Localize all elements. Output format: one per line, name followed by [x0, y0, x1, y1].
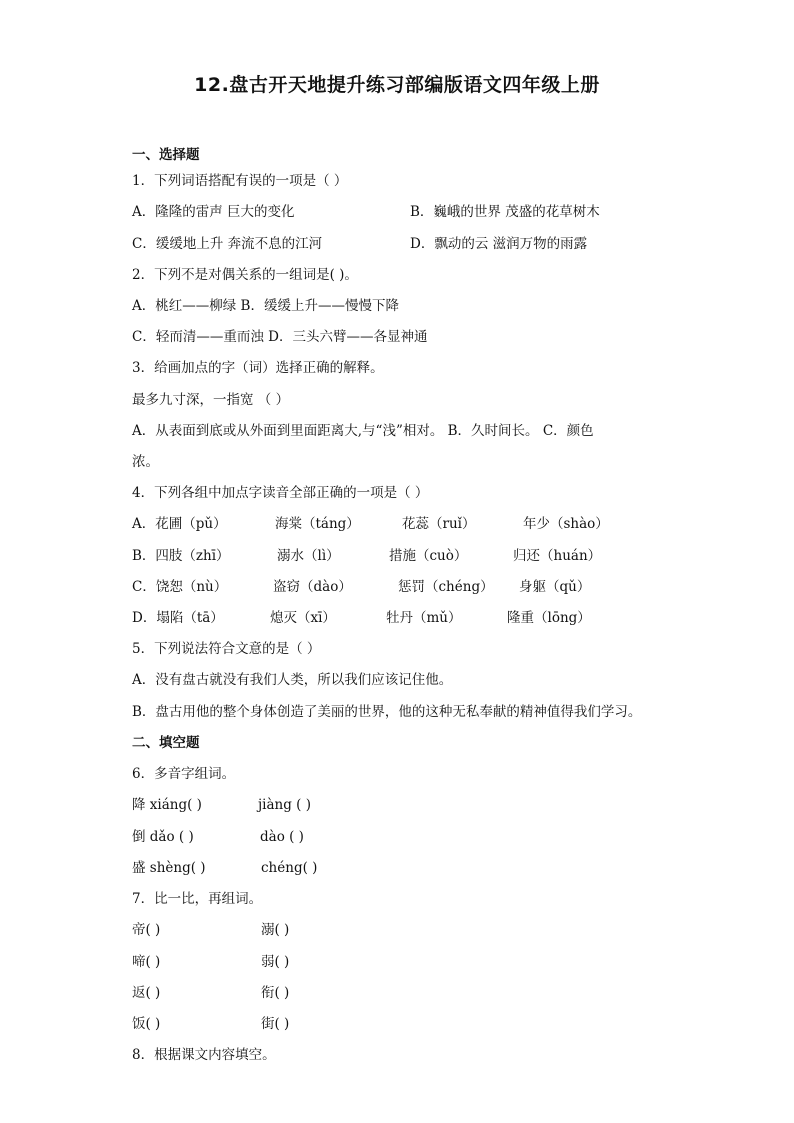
option-cell: 牡丹（mǔ）	[386, 610, 462, 626]
question-6-stem: 6．多音字组词。	[132, 766, 236, 782]
question-7-row	[132, 921, 532, 939]
question-7-stem: 7．比一比，再组词。	[132, 891, 263, 907]
question-6-row	[132, 828, 532, 846]
question-3-sentence: 最多九寸深，一指宽 （ ）	[132, 392, 290, 408]
blank-cell: 倒 dǎo ( )	[132, 829, 194, 845]
option-cell: 身躯（qǔ）	[519, 579, 591, 595]
page-title: 12.盘古开天地提升练习部编版语文四年级上册	[194, 74, 600, 96]
question-1-option-a: A．隆隆的雷声 巨大的变化	[132, 204, 295, 220]
option-cell: C．饶恕（nù）	[132, 579, 228, 595]
blank-cell: 溺( )	[261, 922, 290, 938]
question-7-row	[132, 953, 532, 971]
section-heading-choice: 一、选择题	[132, 147, 200, 163]
blank-cell: jiàng ( )	[258, 797, 312, 813]
question-4-stem: 4．下列各组中加点字读音全部正确的一项是（ ）	[132, 485, 429, 501]
blank-cell: 盛 shèng( )	[132, 860, 206, 876]
question-1-option-b: B．巍峨的世界 茂盛的花草树木	[410, 204, 600, 220]
question-6-row	[132, 796, 532, 814]
option-cell: 海棠（táng）	[275, 516, 360, 532]
option-cell: 归还（huán）	[513, 548, 602, 564]
section-heading-fill: 二、填空题	[132, 735, 200, 751]
question-2-options-cd: C．轻而清——重而浊 D．三头六臂——各显神通	[132, 329, 428, 345]
blank-cell: 饭( )	[132, 1016, 161, 1032]
blank-cell: chéng( )	[261, 860, 318, 876]
option-cell: 年少（shào）	[523, 516, 609, 532]
blank-cell: 啼( )	[132, 954, 161, 970]
question-5-option-a: A．没有盘古就没有我们人类，所以我们应该记住他。	[132, 672, 453, 688]
question-3-options: A．从表面到底或从外面到里面距离大,与“浅”相对。 B．久时间长。 C．颜色	[132, 423, 594, 439]
question-4-row-b	[132, 547, 692, 565]
question-7-row	[132, 984, 532, 1002]
question-7-row	[132, 1015, 532, 1033]
blank-cell: 弱( )	[261, 954, 290, 970]
blank-cell: 衔( )	[261, 985, 290, 1001]
question-1-option-c: C．缓缓地上升 奔流不息的江河	[132, 236, 323, 252]
blank-cell: 街( )	[261, 1016, 290, 1032]
blank-cell: 降 xiáng( )	[132, 797, 202, 813]
option-cell: 惩罚（chéng）	[398, 579, 494, 595]
option-cell: B．四肢（zhī）	[132, 548, 230, 564]
question-6-row	[132, 859, 532, 877]
question-4-row-d	[132, 609, 692, 627]
option-cell: 盗窃（dào）	[273, 579, 352, 595]
question-4-row-a	[132, 515, 692, 533]
option-cell: D．塌陷（tā）	[132, 610, 224, 626]
blank-cell: 返( )	[132, 985, 161, 1001]
question-5-option-b: B．盘古用他的整个身体创造了美丽的世界，他的这种无私奉献的精神值得我们学习。	[132, 704, 642, 720]
option-cell: 隆重（lōng）	[507, 610, 591, 626]
question-1-option-d: D．飘动的云 滋润万物的雨露	[410, 236, 588, 252]
option-cell: 措施（cuò）	[389, 548, 468, 564]
blank-cell: dào ( )	[260, 829, 304, 845]
question-1-stem: 1．下列词语搭配有误的一项是（ ）	[132, 173, 348, 189]
question-2-stem: 2．下列不是对偶关系的一组词是( )。	[132, 267, 358, 283]
question-3-stem: 3．给画加点的字（词）选择正确的解释。	[132, 360, 384, 376]
question-4-row-c	[132, 578, 692, 596]
option-cell: 花蕊（ruǐ）	[402, 516, 476, 532]
option-cell: 溺水（lì）	[277, 548, 340, 564]
blank-cell: 帝( )	[132, 922, 161, 938]
question-5-stem: 5．下列说法符合文意的是（ ）	[132, 641, 321, 657]
question-8-stem: 8．根据课文内容填空。	[132, 1047, 276, 1063]
question-2-options-ab: A．桃红——柳绿 B．缓缓上升——慢慢下降	[132, 298, 399, 314]
question-3-options-cont: 浓。	[132, 454, 159, 470]
option-cell: 熄灭（xī）	[270, 610, 336, 626]
option-cell: A．花圃（pǔ）	[132, 516, 227, 532]
